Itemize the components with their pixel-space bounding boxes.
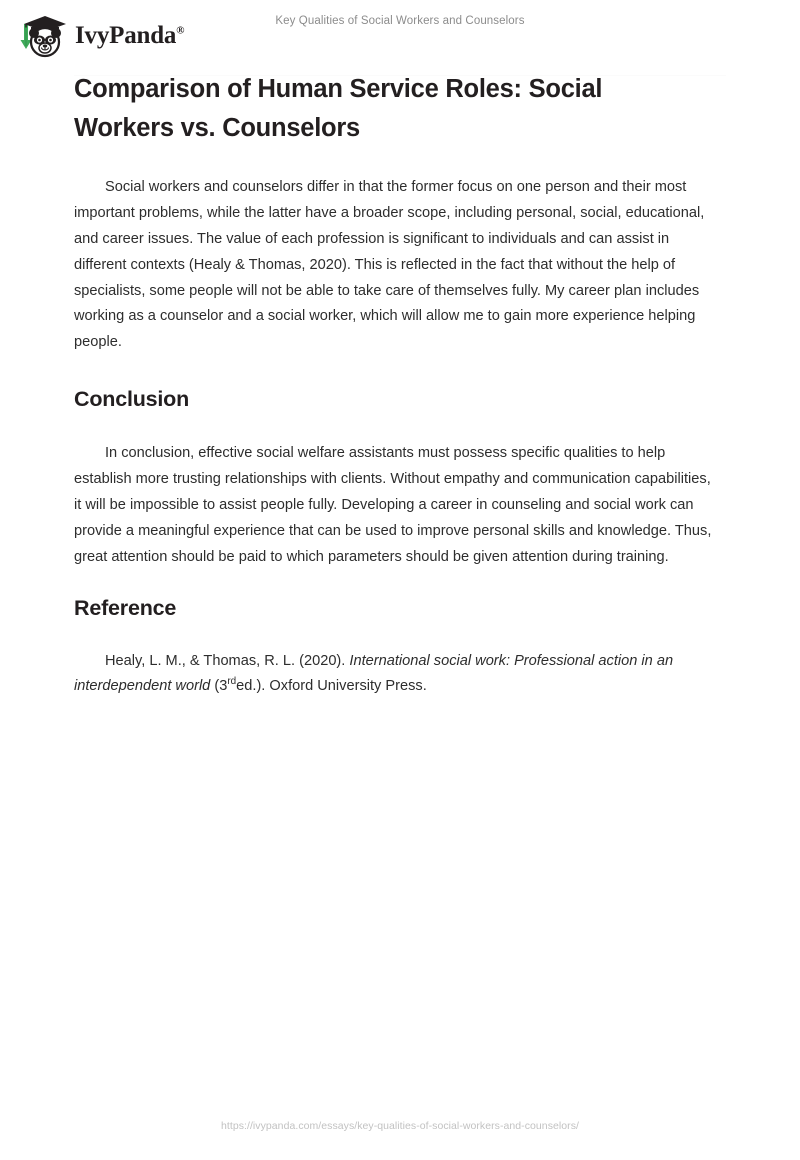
paragraph-comparison: Social workers and counselors differ in that the former focus on one person and their most important problems, while the latter have a broader scope, including personal, social, educational, and career issues. The value of each profession is significant to individuals and can assist in different contexts (Healy & Thomas, 2020). This is reflected in the fact that without the help of specialists, some people will not be able to take care of themselves fully. My career plan includes working as a counselor and a social worker, which will allow me to gain more experience helping people. xyxy=(74,179,705,351)
reference-entry xyxy=(74,649,714,701)
spacer xyxy=(74,148,714,175)
page-title: Comparison of Human Service Roles: Social Workers vs. Counselors xyxy=(74,75,603,142)
document-content xyxy=(74,70,714,700)
reference-edition-ordinal: rd xyxy=(227,676,237,688)
spacer xyxy=(74,414,714,441)
running-head: Key Qualities of Social Workers and Counselors xyxy=(275,15,525,27)
spacer xyxy=(74,623,714,649)
page-footer xyxy=(0,1116,800,1134)
reference-authors-year: Healy, L. M., & Thomas, R. L. (2020). xyxy=(105,652,350,669)
page-header xyxy=(0,0,800,72)
reference-edition-suffix: ed.). xyxy=(236,678,270,695)
reference-publisher: Oxford University Press. xyxy=(269,678,427,695)
spacer xyxy=(74,571,714,595)
spacer xyxy=(74,356,714,386)
heading-reference: Reference xyxy=(74,595,177,620)
registered-mark-icon: ® xyxy=(176,24,185,37)
footer-source-url[interactable]: https://ivypanda.com/essays/key-qualities-of-social-workers-and-counselors/ xyxy=(221,1120,579,1132)
brand-name-text: IvyPanda xyxy=(75,21,177,49)
reference-edition-prefix: (3 xyxy=(210,678,228,695)
reference-title: International social work: Professional action in an interdependent world xyxy=(74,652,674,695)
heading-conclusion: Conclusion xyxy=(74,387,190,412)
paragraph-conclusion: In conclusion, effective social welfare assistants must possess specific qualities to help establish more trusting relationships with clients. Without empathy and communication capabilities, it will be impossible to assist people fully. Developing a career in counseling and social work can provide a meaningful experience that can be used to improve personal skills and knowledge. Thus, great attention should be paid to which parameters should be given attention during training. xyxy=(74,445,712,565)
